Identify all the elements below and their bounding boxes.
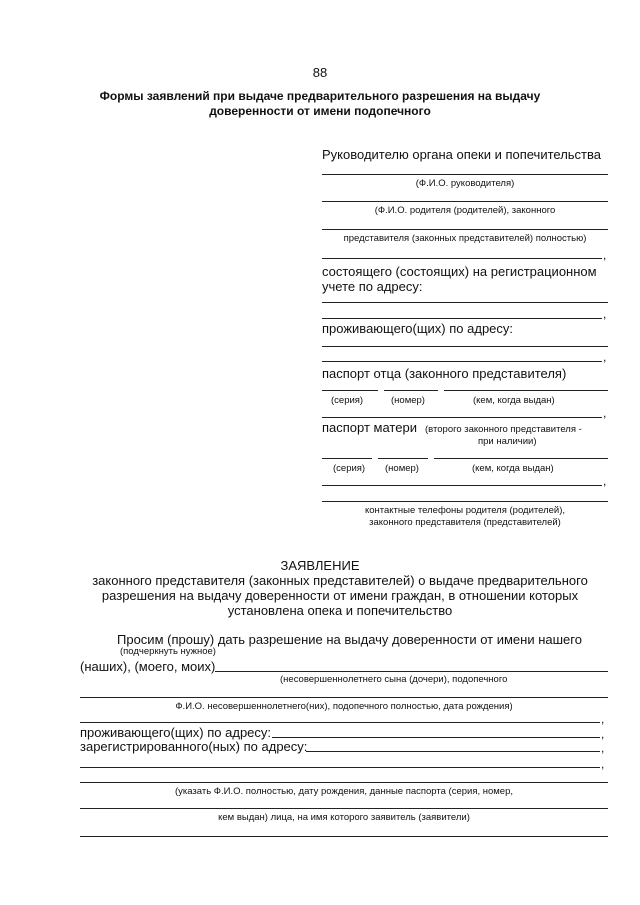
fio-parent-caption: (Ф.И.О. родителя (родителей), законного [374, 205, 556, 216]
indicate-caption-1: (указать Ф.И.О. полностью, дату рождения, данные паспорта (серия, номер, [174, 786, 514, 797]
residing-statement-line [272, 737, 600, 738]
statement-sub-3: установлена опека и попечительство [227, 603, 453, 618]
father-extra-line [322, 417, 602, 418]
comma: , [601, 757, 605, 771]
comma: , [601, 741, 605, 755]
registered-label-2: учете по адресу: [322, 279, 423, 294]
father-passport-label: паспорт отца (законного представителя) [322, 366, 567, 381]
indicate-line-3 [80, 836, 608, 837]
statement-sub-2: разрешения на выдачу доверенности от имени граждан, в отношении которых [101, 588, 579, 603]
mother-series-line [322, 458, 372, 459]
statement-line-2 [80, 767, 600, 768]
registered-statement-line [306, 751, 600, 752]
phones-caption-1: контактные телефоны родителя (родителей), [364, 505, 566, 516]
registered-statement-label: зарегистрированного(ных) по адресу: [80, 739, 308, 754]
mother-issued-caption: (кем, когда выдан) [472, 463, 554, 474]
father-series-caption: (серия) [331, 395, 364, 406]
mother-issued-line [434, 458, 608, 459]
indicate-line-2 [80, 808, 608, 809]
statement-line-1 [80, 722, 600, 723]
page-title-line-2: доверенности от имени подопечного [209, 104, 431, 118]
residing-line-1 [322, 346, 608, 347]
father-number-caption: (номер) [391, 395, 425, 406]
rep-full-caption: представителя (законных представителей) полностью) [343, 233, 587, 244]
father-series-line [322, 390, 378, 391]
registered-line-1 [322, 302, 608, 303]
comma: , [603, 248, 607, 262]
comma: , [603, 474, 607, 488]
residing-label: проживающего(щих) по адресу: [322, 321, 514, 336]
minor-caption: (несовершеннолетнего сына (дочери), подопечного [280, 674, 508, 685]
addressee: Руководителю органа опеки и попечительства [322, 147, 601, 162]
comma: , [603, 350, 607, 364]
registered-line-2 [322, 318, 602, 319]
father-issued-caption: (кем, когда выдан) [473, 395, 555, 406]
rep-line [322, 229, 608, 230]
mother-passport-label: паспорт матери [322, 420, 417, 435]
indicate-line-1 [80, 782, 608, 783]
mother-number-line [378, 458, 428, 459]
fio-parent-line [322, 201, 608, 202]
fio-head-caption: (Ф.И.О. руководителя) [415, 178, 515, 189]
residing-statement-label: проживающего(щих) по адресу: [80, 725, 272, 740]
phones-line [322, 501, 608, 502]
mother-series-caption: (серия) [333, 463, 366, 474]
mother-note-1: (второго законного представителя - [425, 424, 582, 435]
comma: , [601, 727, 605, 741]
mother-note-2: при наличии) [478, 436, 537, 447]
ours-line [215, 671, 608, 672]
phones-caption-2: законного представителя (представителей) [369, 517, 561, 528]
mother-number-caption: (номер) [385, 463, 419, 474]
page-title-line-1: Формы заявлений при выдаче предварительного разрешения на выдачу [99, 89, 541, 103]
comma: , [603, 406, 607, 420]
indicate-caption-2: кем выдан) лица, на имя которого заявитель (заявители) [218, 812, 470, 823]
rep-line-2 [322, 258, 602, 259]
father-issued-line [444, 390, 608, 391]
registered-label-1: состоящего (состоящих) на регистрационном [322, 264, 597, 279]
fio-head-line [322, 174, 608, 175]
residing-line-2 [322, 361, 602, 362]
underline-note: (подчеркнуть нужное) [120, 646, 216, 657]
statement-heading: ЗАЯВЛЕНИЕ [280, 558, 360, 573]
mother-extra-line [322, 485, 602, 486]
father-number-line [384, 390, 438, 391]
comma: , [601, 712, 605, 726]
comma: , [603, 307, 607, 321]
statement-sub-1: законного представителя (законных представителей) о выдаче предварительного [92, 573, 588, 588]
ours-text: (наших), (моего, моих) [80, 659, 216, 674]
fio-line [80, 697, 608, 698]
fio-caption: Ф.И.О. несовершеннолетнего(них), подопечного полностью, дата рождения) [175, 701, 513, 712]
page-number: 88 [312, 65, 328, 80]
request-text: Просим (прошу) дать разрешение на выдачу доверенности от имени нашего [117, 632, 582, 647]
